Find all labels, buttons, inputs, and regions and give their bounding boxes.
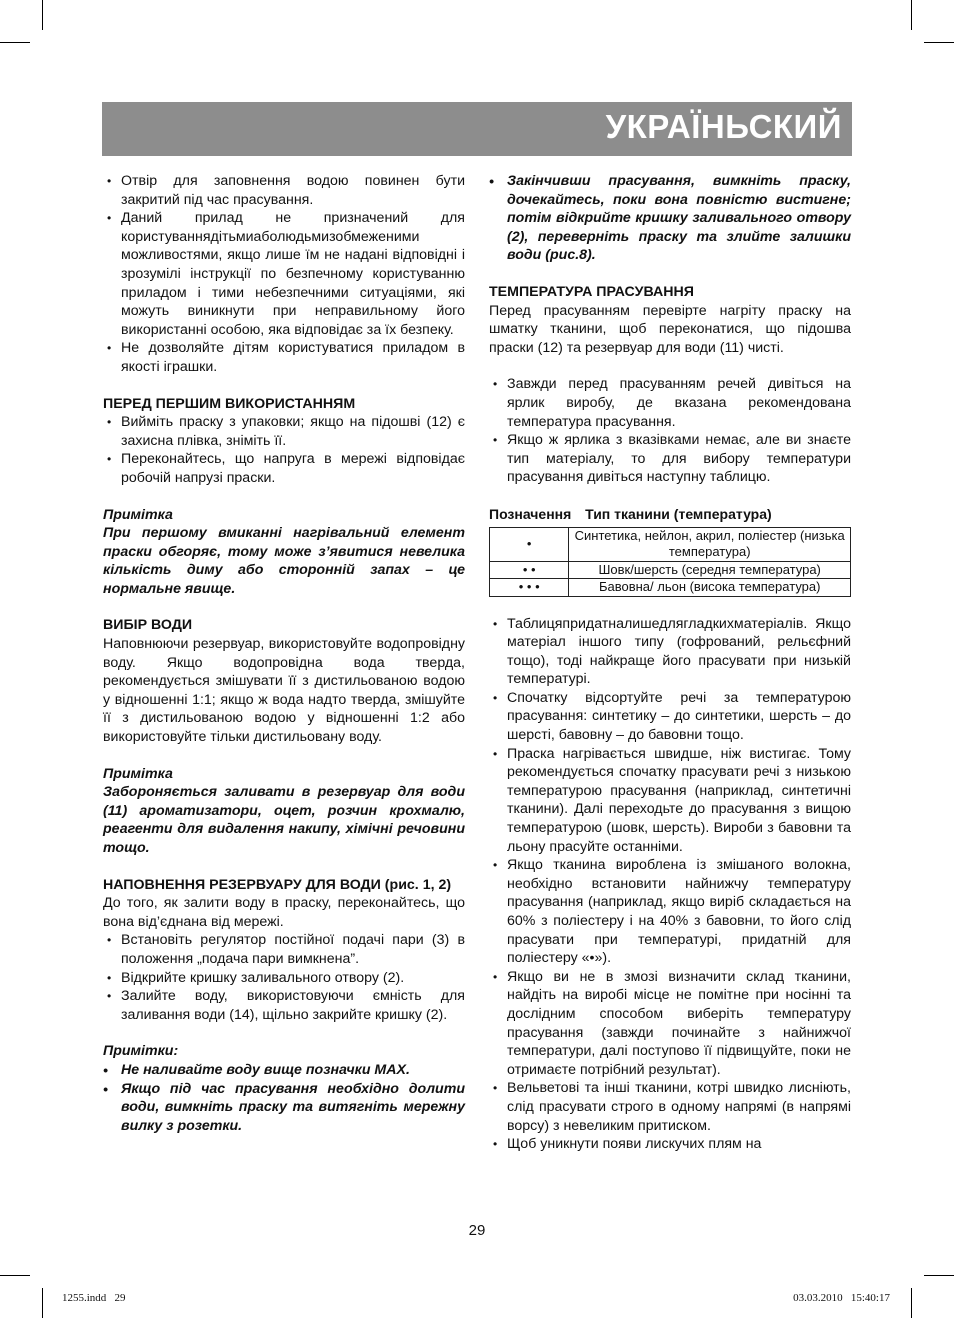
list-item: • Щоб уникнути появи лискучих плям на xyxy=(489,1135,851,1154)
notes-list xyxy=(103,1061,465,1135)
note-text: Забороняється заливати в резервуар для води (11) ароматизатори, оцет, розчин крохмалю, реагенти для видалення накипу, хімічні речовини тощо. xyxy=(103,784,465,856)
language-title: УКРАЇНЬСКИЙ xyxy=(605,108,842,145)
crop-mark xyxy=(0,1275,30,1276)
language-header-bar xyxy=(102,102,852,156)
right-column xyxy=(489,172,851,1154)
table-cell-description: Шовк/шерсть (середня температура) xyxy=(569,561,851,579)
crop-mark xyxy=(924,42,954,43)
crop-mark xyxy=(924,1275,954,1276)
file-info: 1255.indd 29 xyxy=(62,1292,126,1304)
list-item: • Вийміть праску з упаковки; якщо на підошві (12) є захисна плівка, зніміть її. xyxy=(103,413,465,450)
table-header-symbol: Позначення xyxy=(489,505,572,522)
section-heading-temperature: ТЕМПЕРАТУРА ПРАСУВАННЯ xyxy=(489,283,694,300)
temperature-list xyxy=(489,375,851,487)
page-number: 29 xyxy=(468,1222,486,1239)
temperature-text: Перед прасуванням перевірте нагріту праску на шматку тканини, щоб переконатися, що підошва праски (12) та резервуар для води (11) чисті. xyxy=(489,302,851,356)
crop-mark xyxy=(0,42,30,43)
note-title: Примітка xyxy=(103,765,173,782)
note-title: Примітка xyxy=(103,506,173,523)
table-header xyxy=(489,505,851,524)
table-cell-symbol: • • • xyxy=(490,579,569,597)
table-cell-description: Бавовна/ льон (висока температура) xyxy=(569,579,851,597)
crop-mark xyxy=(911,1288,912,1318)
list-item: • Не дозволяйте дітям користуватися приладом в якості іграшки. xyxy=(103,339,465,376)
list-item: • Отвір для заповнення водою повинен бути закритий під час прасування. xyxy=(103,172,465,209)
fill-list xyxy=(103,931,465,1024)
list-item: • Закінчивши прасування, вимкніть праску, дочекайтесь, поки вона повністю вистигне; потім відкрийте кришку заливального отвору (2), переверніть праску та злийте залишки води (рис.8). xyxy=(489,172,851,265)
crop-mark xyxy=(42,0,43,30)
table-row xyxy=(490,527,851,561)
tips-list xyxy=(489,615,851,1154)
section-heading-first-use: ПЕРЕД ПЕРШИМ ВИКОРИСТАННЯМ xyxy=(103,395,356,412)
list-item: • Спочатку відсортуйте речі за температурою прасування: синтетику – до синтетики, шерсть – до шерсті, бавовну – до бавовни тощо. xyxy=(489,689,851,745)
print-timestamp: 03.03.2010 15:40:17 xyxy=(793,1292,890,1304)
list-item: • Праска нагрівається швидше, ніж вистигає. Тому рекомендується спочатку прасувати речі з низькою температурою прасування (наприклад, синтетичні тканини). Далі переходьте до прасування з вищою температурою (шовк, шерсть). Вироби з бавовни та льону прасуйте останніми. xyxy=(489,745,851,857)
crop-mark xyxy=(42,1288,43,1318)
first-use-list xyxy=(103,413,465,487)
table-cell-symbol: • • xyxy=(490,561,569,579)
section-heading-water: ВИБІР ВОДИ xyxy=(103,617,193,634)
list-item: • Залийте воду, використовуючи ємність для заливання води (14), щільно закрийте кришку (2). xyxy=(103,987,465,1024)
list-item: • Не наливайте воду вище позначки MAX. xyxy=(103,1061,465,1080)
list-item: • Якщо ж ярлика з вказівками немає, але ви знаєте тип матеріалу, то для вибору температури прасування дивіться наступну таблицю. xyxy=(489,431,851,487)
left-column xyxy=(103,172,465,1135)
fabric-temperature-table xyxy=(489,527,851,597)
fill-text: До того, як залити воду в праску, переконайтесь, що вона від’єднана від мережі. xyxy=(103,895,465,930)
list-item: • Відкрийте кришку заливального отвору (2). xyxy=(103,969,465,988)
notes-title: Примітки: xyxy=(103,1043,179,1060)
list-item: • Завжди перед прасуванням речей дивіться на ярлик виробу, де вказана рекомендована температура прасування. xyxy=(489,375,851,431)
list-item: • Якщо тканина вироблена із змішаного волокна, необхідно встановити найнижчу температуру прасування (наприклад, якщо виріб складається на 60% з поліестеру і на 40% з бавовни, то його слід прасувати при температурі, придатній для поліестеру «•»). xyxy=(489,856,851,968)
section-heading-fill: НАПОВНЕННЯ РЕЗЕРВУАРУ ДЛЯ ВОДИ (рис. 1, 2) xyxy=(103,876,452,893)
table-cell-description: Синтетика, нейлон, акрил, поліестер (низька температура) xyxy=(569,527,851,561)
list-item: • Переконайтесь, що напруга в мережі відповідає робочій напрузі праски. xyxy=(103,450,465,487)
crop-mark xyxy=(911,0,912,30)
table-row xyxy=(490,579,851,597)
table-row xyxy=(490,561,851,579)
note-text: При першому вмиканні нагрівальний елемент праски обгоряє, тому може з’явитися невелика кількість диму або сторонній запах – це нормальне явище. xyxy=(103,525,465,597)
list-item: • Даний прилад не призначений для користуваннядітьмиаболюдьмизобмеженими можливостями, якщо лише їм не надані відповідні і зрозумілі інструкції по безпечному користуванню приладом і тими небезпечними ситуаціями, які можуть виникнути при неправильному його використанні особою, яка відповідає за їх безпеку. xyxy=(103,209,465,339)
table-cell-symbol: • xyxy=(490,527,569,561)
table-header-fabric: Тип тканини (температура) xyxy=(585,505,772,522)
finish-list xyxy=(489,172,851,265)
list-item: • Якщо ви не в змозі визначити склад тканини, найдіть на виробі місце не помітне при носінні та дослідним способом виберіть температуру прасування (завжди починайте з найнижчої температури, далі поступово її підвищуйте, поки не отримаєте потрібний результат). xyxy=(489,968,851,1080)
water-text: Наповнюючи резервуар, використовуйте водопровідну воду. Якщо водопровідна вода тверда, рекомендується змішувати її з дистильованою водою у відношенні 1:1; якщо ж вода надто тверда, змішуйте її з дистильованою водою у відношенні 1:2 або використовуйте тільки дистильовану воду. xyxy=(103,636,465,746)
list-item: • Встановіть регулятор постійної подачі пари (3) в положення „подача пари вимкнена”. xyxy=(103,931,465,968)
list-item: • Якщо під час прасування необхідно долити води, вимкніть праску та витягніть мережну вилку з розетки. xyxy=(103,1080,465,1136)
intro-list xyxy=(103,172,465,377)
list-item: • Таблицяпридатналишедлягладкихматеріалів. Якщо матеріал іншого типу (гофрований, рельєфний тощо), тоді найкраще його прасувати при низькій температурі. xyxy=(489,615,851,689)
list-item: • Вельветові та інші тканини, котрі швидко лисніють, слід прасувати строго в одному напрямі (в напрямі ворсу) з невеликим притиском. xyxy=(489,1079,851,1135)
